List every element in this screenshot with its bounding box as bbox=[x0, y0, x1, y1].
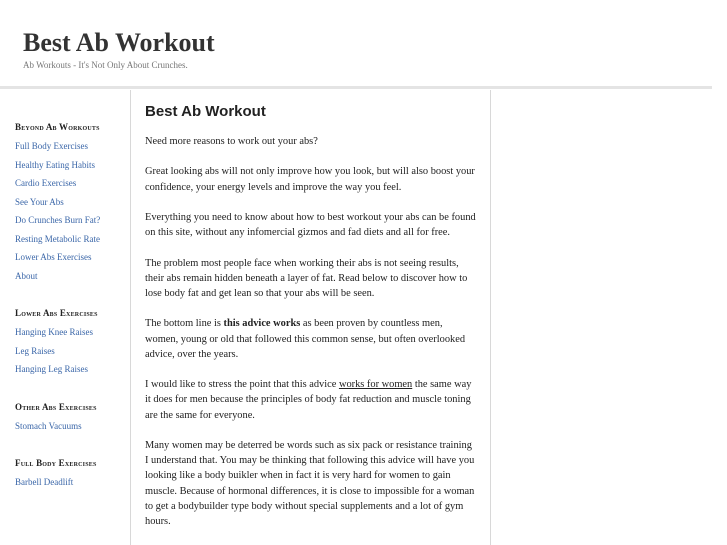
sidebar-link-healthy-eating-habits[interactable]: Healthy Eating Habits bbox=[15, 159, 95, 170]
paragraph-women bbox=[145, 377, 477, 423]
paragraph-intro: Need more reasons to work out your abs? bbox=[145, 136, 318, 147]
sidebar-heading: Lower Abs Exercises bbox=[15, 308, 98, 318]
sidebar-link-do-crunches-burn-fat[interactable]: Do Crunches Burn Fat? bbox=[15, 215, 101, 225]
sidebar-link-hanging-knee-raises[interactable]: Hanging Knee Raises bbox=[15, 327, 93, 337]
sidebar bbox=[0, 90, 131, 545]
text: the same way it does for men because the principles of body fat reduction and muscle toning are the same for everyone. bbox=[145, 379, 472, 421]
sidebar-link-stomach-vacuums[interactable]: Stomach Vacuums bbox=[15, 421, 82, 431]
header-divider bbox=[0, 86, 712, 89]
text: I would like to stress the point that this advice bbox=[145, 379, 339, 391]
works-for-women-link[interactable]: works for women bbox=[338, 379, 413, 391]
post-title: Best Ab Workout bbox=[145, 103, 266, 120]
paragraph-benefits: Great looking abs will not only improve how you look, but will also boost your confidence, your energy levels and improve the way you feel. bbox=[145, 166, 475, 193]
paragraph-everything: Everything you need to know about how to best workout your abs can be found on this site, without any infomercial gizmos and fad diets and all for free. bbox=[145, 211, 476, 239]
site-title[interactable]: Best Ab Workout bbox=[23, 28, 215, 57]
site-tagline: Ab Workouts - It's Not Only About Crunches. bbox=[23, 60, 188, 70]
sidebar-link-lower-abs-exercises[interactable]: Lower Abs Exercises bbox=[15, 252, 92, 262]
sidebar-link-about[interactable]: About bbox=[15, 270, 38, 281]
sidebar-heading: Beyond Ab Workouts bbox=[15, 122, 100, 132]
sidebar-link-see-your-abs[interactable]: See Your Abs bbox=[15, 196, 64, 207]
paragraph-problem: The problem most people face when working their abs is not seeing results, their abs remain hidden beneath a layer of fat. Read below to discover how to lose body fat and get lean so that your abs will be seen. bbox=[145, 257, 468, 299]
main-content bbox=[130, 90, 491, 545]
post-body bbox=[145, 134, 477, 544]
paragraph-many-women: Many women may be deterred be words such as six pack or resistance training I understand that. You may be thinking that following this advice will have you looking like a body buikler when in fact it is very hard for women to gain muscle. Because of hormonal differences, it is close to impossible for a woman to get a bodybuilder type body without special supplements and a lot of gym hours. bbox=[145, 439, 475, 527]
sidebar-link-cardio-exercises[interactable]: Cardio Exercises bbox=[15, 178, 77, 188]
sidebar-heading: Full Body Exercises bbox=[15, 458, 97, 468]
paragraph-bottom-line bbox=[145, 316, 477, 362]
sidebar-link-barbell-deadlift[interactable]: Barbell Deadlift bbox=[15, 477, 74, 487]
emphasis-text: this advice works bbox=[223, 318, 301, 330]
sidebar-heading: Other Abs Exercises bbox=[15, 402, 97, 412]
sidebar-link-leg-raises[interactable]: Leg Raises bbox=[15, 345, 55, 356]
sidebar-link-resting-metabolic-rate[interactable]: Resting Metabolic Rate bbox=[15, 233, 100, 244]
sidebar-link-hanging-leg-raises[interactable]: Hanging Leg Raises bbox=[15, 364, 88, 374]
sidebar-section-other-abs-exercises bbox=[15, 402, 97, 436]
sidebar-section-beyond-ab-workouts bbox=[15, 122, 100, 285]
sidebar-section-lower-abs-exercises bbox=[15, 308, 98, 379]
text: as been proven by countless men, women, young or old that followed this common sense, but often overlooked advice, over the years. bbox=[145, 318, 466, 360]
sidebar-link-full-body-exercises[interactable]: Full Body Exercises bbox=[15, 141, 88, 151]
sidebar-section-full-body-exercises bbox=[15, 458, 97, 492]
text: The bottom line is bbox=[145, 318, 224, 330]
